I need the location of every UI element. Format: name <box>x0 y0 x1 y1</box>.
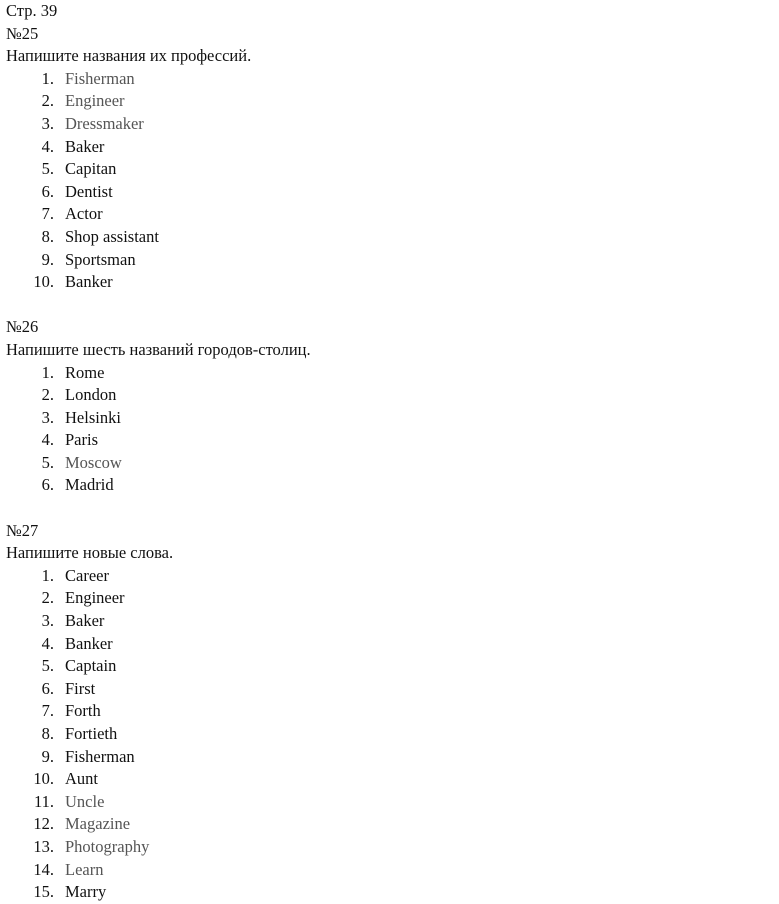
item-text: Sportsman <box>65 249 136 269</box>
item-number: 14. <box>33 859 54 879</box>
item-text: Madrid <box>65 475 114 495</box>
item-number: 6. <box>41 678 54 698</box>
item-number: 5. <box>41 656 54 676</box>
item-number: 8. <box>41 226 54 246</box>
item-text: Paris <box>65 430 98 450</box>
list-item <box>6 68 766 91</box>
item-number: 9. <box>41 746 54 766</box>
answer-list <box>6 362 766 498</box>
item-text: Magazine <box>65 814 131 834</box>
item-number: 4. <box>41 136 54 156</box>
list-item <box>6 678 766 701</box>
item-number: 10. <box>33 769 54 789</box>
item-number: 4. <box>41 430 54 450</box>
item-text: Baker <box>65 136 105 156</box>
item-number: 8. <box>41 724 54 743</box>
list-item <box>6 859 766 882</box>
list-item <box>6 226 766 249</box>
list-item <box>6 723 766 746</box>
item-number: 7. <box>41 701 54 721</box>
item-text: Shop assistant <box>65 226 159 246</box>
item-number: 1. <box>41 362 54 382</box>
list-item <box>6 610 766 633</box>
list-item <box>6 362 766 385</box>
item-number: 1. <box>41 565 54 585</box>
list-item <box>6 429 766 452</box>
item-number: 10. <box>33 272 54 292</box>
answer-list <box>6 68 766 294</box>
exercise-instruction: Напишите названия их профессий. <box>6 46 252 66</box>
item-number: 2. <box>41 588 54 608</box>
item-text: Banker <box>65 633 113 653</box>
item-number: 4. <box>41 633 54 653</box>
list-item <box>6 813 766 836</box>
item-number: 2. <box>41 91 54 111</box>
item-number: 5. <box>41 159 54 179</box>
item-number: 1. <box>41 68 54 88</box>
list-item <box>6 791 766 814</box>
item-text: Baker <box>65 611 105 631</box>
item-text: Capitan <box>65 159 117 179</box>
list-item <box>6 452 766 475</box>
list-item <box>6 474 766 497</box>
exercise-instruction: Напишите новые слова. <box>6 543 174 563</box>
item-text: Aunt <box>65 769 98 789</box>
item-text: Fortieth <box>65 724 118 743</box>
item-number: 3. <box>41 611 54 631</box>
spacer <box>6 497 766 520</box>
item-text: Learn <box>65 859 104 879</box>
item-number: 6. <box>41 181 54 201</box>
list-item <box>6 836 766 859</box>
list-item <box>6 90 766 113</box>
item-number: 9. <box>41 249 54 269</box>
list-item <box>6 768 766 791</box>
page-reference: Стр. 39 <box>6 1 58 20</box>
list-item <box>6 881 766 904</box>
exercise-instruction: Напишите шесть названий городов-столиц. <box>6 339 311 359</box>
list-item <box>6 407 766 430</box>
item-number: 2. <box>41 385 54 405</box>
list-item <box>6 700 766 723</box>
list-item <box>6 587 766 610</box>
list-item <box>6 181 766 204</box>
exercise-27 <box>6 520 766 904</box>
list-item <box>6 655 766 678</box>
list-item <box>6 203 766 226</box>
item-number: 5. <box>41 452 54 472</box>
item-text: Fisherman <box>65 746 135 766</box>
item-text: Helsinki <box>65 407 121 427</box>
list-item <box>6 271 766 294</box>
item-text: Marry <box>65 882 107 902</box>
item-text: Fisherman <box>65 68 135 88</box>
item-number: 3. <box>41 407 54 427</box>
item-number: 11. <box>33 791 54 811</box>
spacer <box>6 294 766 317</box>
item-text: Photography <box>65 836 150 856</box>
list-item <box>6 746 766 769</box>
item-text: Career <box>65 565 109 585</box>
item-text: Captain <box>65 656 117 676</box>
item-text: Engineer <box>65 588 125 608</box>
exercise-number: №27 <box>6 520 39 540</box>
list-item <box>6 384 766 407</box>
item-text: Forth <box>65 701 101 721</box>
list-item <box>6 158 766 181</box>
item-text: Banker <box>65 272 113 292</box>
item-text: Moscow <box>65 452 122 472</box>
list-item <box>6 249 766 272</box>
item-text: Dentist <box>65 181 113 201</box>
item-text: Engineer <box>65 91 125 111</box>
item-text: Uncle <box>65 791 105 811</box>
item-text: Dressmaker <box>65 113 144 133</box>
list-item <box>6 136 766 159</box>
item-number: 7. <box>41 204 54 224</box>
item-text: Rome <box>65 362 105 382</box>
exercise-number: №25 <box>6 23 39 43</box>
document-page <box>6 0 766 904</box>
exercise-number: №26 <box>6 317 39 337</box>
list-item <box>6 633 766 656</box>
item-number: 15. <box>33 882 54 902</box>
list-item <box>6 113 766 136</box>
item-number: 3. <box>41 113 54 133</box>
item-text: Actor <box>65 204 103 224</box>
item-number: 6. <box>41 475 54 495</box>
exercise-26 <box>6 316 766 497</box>
exercise-25 <box>6 23 766 294</box>
list-item <box>6 565 766 588</box>
answer-list <box>6 565 766 904</box>
item-number: 12. <box>33 814 54 834</box>
item-text: First <box>65 678 96 698</box>
item-number: 13. <box>33 836 54 856</box>
item-text: London <box>65 385 117 405</box>
